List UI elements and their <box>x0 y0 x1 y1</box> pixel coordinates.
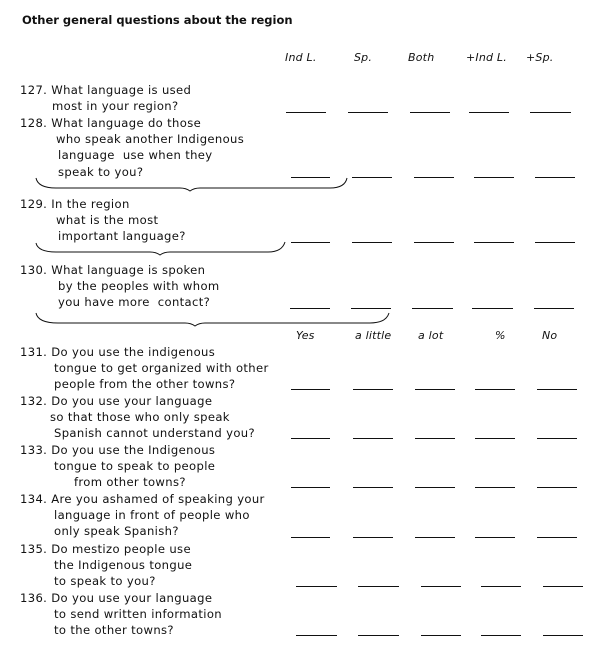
question-line: What language is used <box>51 83 192 97</box>
question-number: 128. <box>20 116 48 130</box>
question-133 <box>20 442 215 491</box>
question-line: Do you use your language <box>51 591 213 605</box>
answer-blank[interactable] <box>421 586 461 587</box>
question-line: only speak Spanish? <box>54 524 179 539</box>
question-number: 129. <box>20 197 48 211</box>
answer-blank[interactable] <box>412 308 453 309</box>
answer-blank[interactable] <box>535 242 575 243</box>
question-line: language in front of people who <box>54 508 250 523</box>
answer-blank[interactable] <box>414 177 454 178</box>
answer-blank[interactable] <box>415 438 455 439</box>
answer-blank[interactable] <box>291 242 330 243</box>
header-a-lot: a lot <box>418 329 444 342</box>
answer-blank[interactable] <box>291 537 330 538</box>
question-number: 131. <box>20 345 48 359</box>
question-line: tongue to speak to people <box>54 459 216 474</box>
answer-blank[interactable] <box>475 537 515 538</box>
question-135 <box>20 541 192 590</box>
answer-blank[interactable] <box>410 112 450 113</box>
question-number: 132. <box>20 394 48 408</box>
question-line: important language? <box>58 229 186 244</box>
question-number: 134. <box>20 492 48 506</box>
answer-blank[interactable] <box>415 487 455 488</box>
question-line: language use when they <box>58 148 213 163</box>
question-line: tongue to get organized with other <box>54 361 269 376</box>
answer-blank[interactable] <box>472 308 513 309</box>
answer-blank[interactable] <box>537 438 577 439</box>
answer-blank[interactable] <box>291 177 330 178</box>
question-number: 133. <box>20 443 48 457</box>
question-line: What language is spoken <box>51 263 206 277</box>
answer-blank[interactable] <box>353 438 393 439</box>
question-line: to the other towns? <box>54 623 174 638</box>
answer-blank[interactable] <box>481 586 521 587</box>
section-title: Other general questions about the region <box>22 13 293 27</box>
answer-blank[interactable] <box>537 487 577 488</box>
answer-blank[interactable] <box>415 389 455 390</box>
answer-blank[interactable] <box>530 112 571 113</box>
question-134 <box>20 491 265 540</box>
answer-blank[interactable] <box>352 177 392 178</box>
question-line: speak to you? <box>58 164 144 179</box>
question-line: Do you use the indigenous <box>51 345 216 359</box>
answer-blank[interactable] <box>469 112 509 113</box>
question-129 <box>20 196 186 245</box>
answer-blank[interactable] <box>296 635 337 636</box>
question-number: 136. <box>20 591 48 605</box>
question-128 <box>20 115 244 180</box>
header-sp: Sp. <box>354 51 373 64</box>
answer-blank[interactable] <box>543 586 583 587</box>
header-more-ind-l: +Ind L. <box>466 51 507 64</box>
question-line: people from the other towns? <box>54 377 236 392</box>
question-line: Do you use your language <box>51 394 213 408</box>
header-a-little: a little <box>355 329 392 342</box>
answer-blank[interactable] <box>351 308 391 309</box>
question-line: to send written information <box>54 607 222 622</box>
question-131 <box>20 344 269 393</box>
header-more-sp: +Sp. <box>526 51 554 64</box>
answer-blank[interactable] <box>475 389 515 390</box>
question-line: most in your region? <box>52 99 179 114</box>
answer-blank[interactable] <box>537 389 577 390</box>
question-line: by the peoples with whom <box>58 279 220 294</box>
answer-blank[interactable] <box>353 537 393 538</box>
answer-blank[interactable] <box>291 487 330 488</box>
answer-blank[interactable] <box>537 537 577 538</box>
question-line: Spanish cannot understand you? <box>54 426 255 441</box>
question-line: so that those who only speak <box>50 410 230 425</box>
answer-blank[interactable] <box>353 487 393 488</box>
answer-blank[interactable] <box>481 635 521 636</box>
question-number: 130. <box>20 263 48 277</box>
question-127 <box>20 82 191 114</box>
answer-blank[interactable] <box>474 177 514 178</box>
header-no: No <box>542 329 558 342</box>
header-ind-l: Ind L. <box>285 51 317 64</box>
answer-blank[interactable] <box>421 635 461 636</box>
brace-128 <box>36 178 347 191</box>
question-line: the Indigenous tongue <box>54 558 193 573</box>
question-130 <box>20 262 220 311</box>
answer-blank[interactable] <box>291 389 330 390</box>
question-line: Do mestizo people use <box>51 542 191 556</box>
question-line: what is the most <box>56 213 159 228</box>
answer-blank[interactable] <box>296 586 337 587</box>
answer-blank[interactable] <box>353 389 393 390</box>
question-line: you have more contact? <box>58 295 211 310</box>
question-line: Are you ashamed of speaking your <box>51 492 265 506</box>
answer-blank[interactable] <box>352 242 392 243</box>
answer-blank[interactable] <box>534 308 574 309</box>
question-132 <box>20 393 255 442</box>
question-line: who speak another Indigenous <box>56 132 245 147</box>
answer-blank[interactable] <box>286 112 326 113</box>
question-number: 127. <box>20 83 48 97</box>
question-number: 135. <box>20 542 48 556</box>
question-line: In the region <box>51 197 130 211</box>
answer-blank[interactable] <box>475 487 515 488</box>
brace-130 <box>36 313 389 326</box>
answer-blank[interactable] <box>474 242 514 243</box>
question-line: from other towns? <box>74 475 186 490</box>
answer-blank[interactable] <box>414 242 454 243</box>
answer-blank[interactable] <box>475 438 515 439</box>
header-both: Both <box>408 51 435 64</box>
answer-blank[interactable] <box>543 635 583 636</box>
answer-blank[interactable] <box>358 586 399 587</box>
question-line: Do you use the Indigenous <box>51 443 216 457</box>
question-line: What language do those <box>51 116 202 130</box>
question-line: to speak to you? <box>54 574 156 589</box>
answer-blank[interactable] <box>291 438 330 439</box>
answer-blank[interactable] <box>415 537 455 538</box>
header-yes: Yes <box>296 329 315 342</box>
answer-blank[interactable] <box>535 177 575 178</box>
answer-blank[interactable] <box>348 112 388 113</box>
answer-blank[interactable] <box>358 635 399 636</box>
header-percent: % <box>495 329 506 342</box>
question-136 <box>20 590 222 639</box>
answer-blank[interactable] <box>290 308 330 309</box>
